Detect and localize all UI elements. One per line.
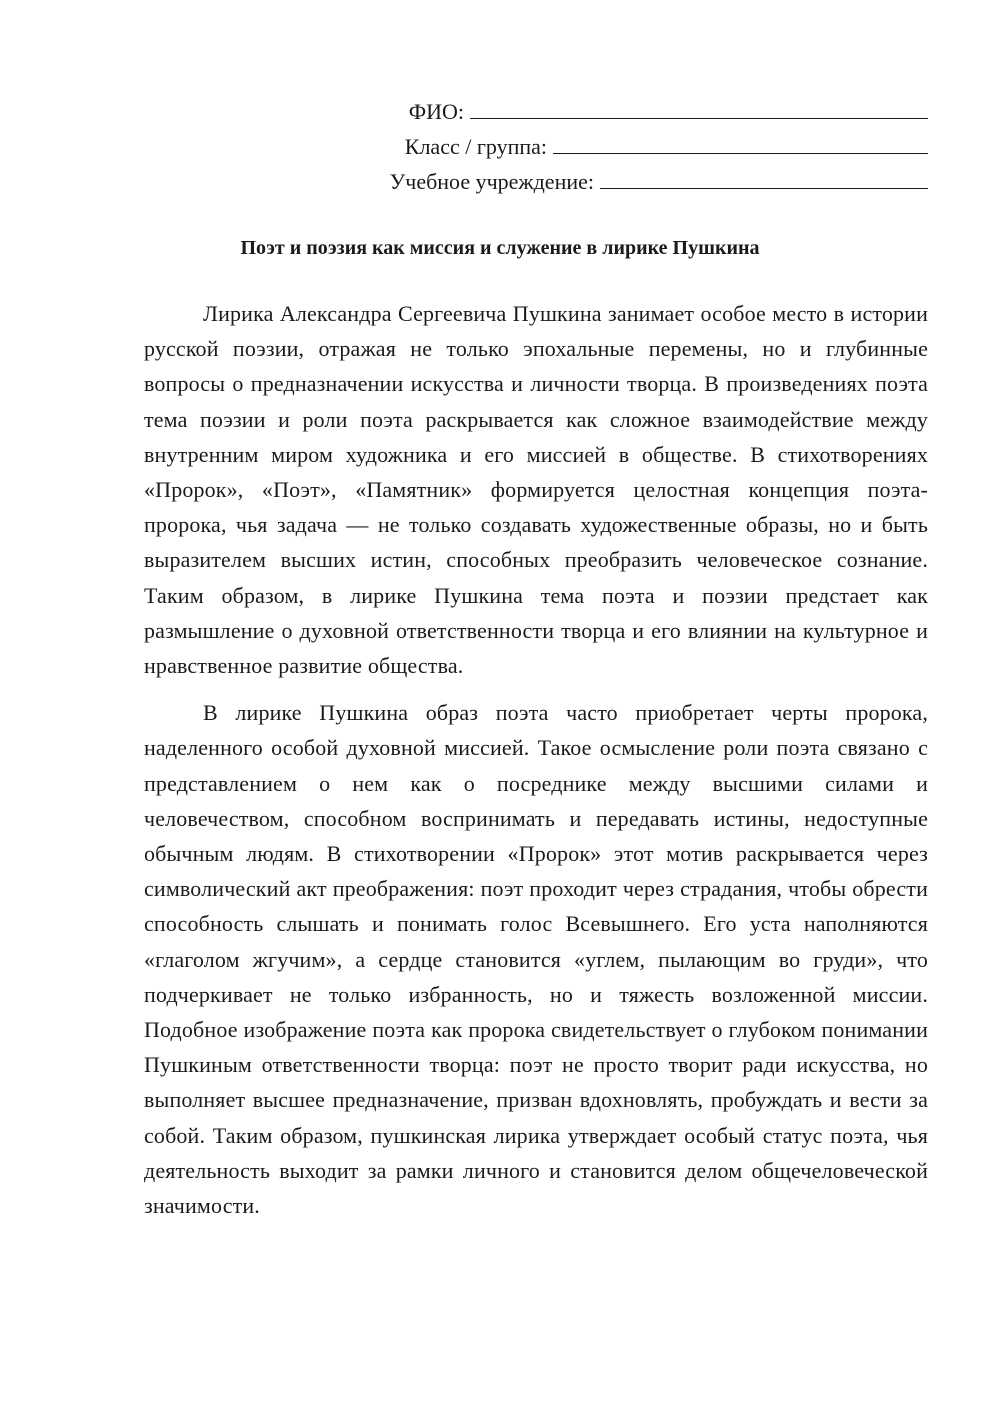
class-label: Класс / группа: [404,134,547,159]
paragraph-1: Лирика Александра Сергеевича Пушкина занимает особое место в истории русской поэзии, отражая не только эпохальные перемены, но и глубинные вопросы о предназначении искусства и личности творца. В произведениях поэта тема поэзии и роли поэта раскрывается как сложное взаимодействие между внутренним миром художника и его миссией в обществе. В стихотворениях «Пророк», «Поэт», «Памятник» формируется целостная концепция поэта-пророка, чья задача — не только создавать художественные образы, но и быть выразителем высших истин, способных преобразить человеческое сознание. Таким образом, в лирике Пушкина тема поэта и поэзии предстает как размышление о духовной ответственности творца и его влиянии на культурное и нравственное развитие общества. [144,301,928,679]
document-body [144,296,928,1235]
school-blank-line [600,166,928,189]
class-blank-line [553,131,928,154]
school-label: Учебное учреждение: [389,169,594,194]
fio-label: ФИО: [408,99,464,124]
paragraph-2: В лирике Пушкина образ поэта часто приобретает черты пророка, наделенного особой духовной миссией. Такое осмысление роли поэта связано с представлением о нем как о посреднике между высшими силами и человечеством, способном воспринимать и передавать истины, недоступные обычным людям. В стихотворении «Пророк» этот мотив раскрывается через символический акт преображения: поэт проходит через страдания, чтобы обрести способность слышать и понимать голос Всевышнего. Его уста наполняются «глаголом жгучим», а сердце становится «углем, пылающим во груди», что подчеркивает не только избранность, но и тяжесть возложенной миссии. Подобное изображение поэта как пророка свидетельствует о глубоком понимании Пушкиным ответственности творца: поэт не просто творит ради искусства, но выполняет высшее предназначение, призван вдохновлять, пробуждать и вести за собой. Таким образом, пушкинская лирика утверждает особый статус поэта, чья деятельность выходит за рамки личного и становится делом общечеловеческой значимости. [144,700,928,1219]
fio-row [328,94,928,129]
class-row [328,129,928,164]
student-info-fields [328,94,928,199]
document-title: Поэт и поэзия как миссия и служение в лирике Пушкина [240,237,760,259]
fio-blank-line [470,96,928,119]
school-row [328,164,928,199]
